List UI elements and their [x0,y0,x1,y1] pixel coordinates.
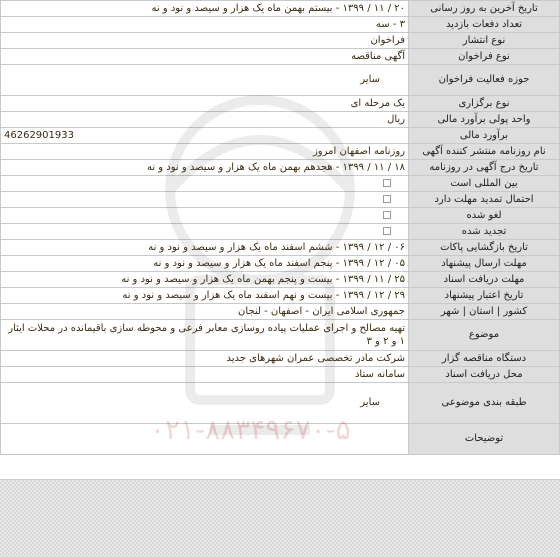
value-cancelled [1,208,409,224]
row-activity [1,65,560,96]
row-method [1,96,560,112]
value-docs-place: سامانه ستاد [1,367,409,383]
value-activity: سایر [1,65,409,96]
estimate-number: 46262901933 [4,129,74,141]
label-method: نوع برگزاری [409,96,560,112]
row-send-deadline [1,256,560,272]
value-opening: ۰۶ / ۱۲ / ۱۳۹۹ - ششم اسفند ماه یک هزار و سیصد و نود و نه [1,240,409,256]
value-visits: ۳ - سه [1,17,409,33]
row-visits [1,17,560,33]
row-currency [1,112,560,128]
value-renewed [1,224,409,240]
label-estimate: برآورد مالی [409,128,560,144]
row-international [1,176,560,192]
value-call-type: آگهی مناقصه [1,49,409,65]
label-notes: توضیحات [409,424,560,455]
label-activity: حوزه فعالیت فراخوان [409,65,560,96]
label-call-type: نوع فراخوان [409,49,560,65]
label-category: طبقه بندی موضوعی [409,383,560,424]
label-news-date: تاریخ درج آگهی در روزنامه [409,160,560,176]
value-send-deadline: ۰۵ / ۱۲ / ۱۳۹۹ - پنجم اسفند ماه یک هزار و سیصد و نود و نه [1,256,409,272]
row-newspaper [1,144,560,160]
value-method: یک مرحله ای [1,96,409,112]
value-location: جمهوری اسلامی ایران - اصفهان - لنجان [1,304,409,320]
row-news-date [1,160,560,176]
row-location [1,304,560,320]
label-cancelled: لغو شده [409,208,560,224]
value-last-update: ۲۰ / ۱۱ / ۱۳۹۹ - بیستم بهمن ماه یک هزار و سیصد و نود و نه [1,1,409,17]
row-estimate [1,128,560,144]
row-cancelled [1,208,560,224]
row-last-update [1,1,560,17]
label-location: کشور | استان | شهر [409,304,560,320]
extension-checkbox [383,195,391,203]
label-receive-deadline: مهلت دریافت اسناد [409,272,560,288]
label-opening: تاریخ بازگشایی پاکات [409,240,560,256]
row-opening [1,240,560,256]
value-estimate [1,128,409,144]
label-visits: تعداد دفعات بازدید [409,17,560,33]
footer-pattern [0,480,560,557]
label-extension: احتمال تمدید مهلت دارد [409,192,560,208]
value-newspaper: روزنامه اصفهان امروز [1,144,409,160]
row-organizer [1,351,560,367]
row-receive-deadline [1,272,560,288]
row-call-type [1,49,560,65]
label-newspaper: نام روزنامه منتشر کننده آگهی [409,144,560,160]
label-validity: تاریخ اعتبار پیشنهاد [409,288,560,304]
label-last-update: تاریخ آخرین به روز رسانی [409,1,560,17]
cancelled-checkbox [383,211,391,219]
international-checkbox [383,179,391,187]
row-validity [1,288,560,304]
value-publish-type: فراخوان [1,33,409,49]
value-currency: ریال [1,112,409,128]
label-currency: واحد پولی برآورد مالی [409,112,560,128]
watermark-phone: ۰۲۱-۸۸۳۴۹۶۷۰-۵ [150,413,351,446]
row-extension [1,192,560,208]
label-docs-place: محل دریافت اسناد [409,367,560,383]
value-category: سایر [1,383,409,424]
value-news-date: ۱۸ / ۱۱ / ۱۳۹۹ - هجدهم بهمن ماه یک هزار و سیصد و نود و نه [1,160,409,176]
label-renewed: تجدید شده [409,224,560,240]
label-send-deadline: مهلت ارسال پیشنهاد [409,256,560,272]
label-international: بین المللی است [409,176,560,192]
renewed-checkbox [383,227,391,235]
label-organizer: دستگاه مناقصه گزار [409,351,560,367]
value-extension [1,192,409,208]
value-international [1,176,409,192]
value-receive-deadline: ۲۵ / ۱۱ / ۱۳۹۹ - بیست و پنجم بهمن ماه یک هزار و سیصد و نود و نه [1,272,409,288]
value-organizer: شرکت مادر تخصصی عمران شهرهای جدید [1,351,409,367]
value-validity: ۲۹ / ۱۲ / ۱۳۹۹ - بیست و نهم اسفند ماه یک هزار و سیصد و نود و نه [1,288,409,304]
row-publish-type [1,33,560,49]
row-subject [1,320,560,351]
label-subject: موضوع [409,320,560,351]
label-publish-type: نوع انتشار [409,33,560,49]
row-renewed [1,224,560,240]
row-docs-place [1,367,560,383]
value-subject: تهیه مصالح و اجرای عملیات پیاده روسازی معابر فرعی و محوطه سازی باقیمانده در محلات ایثار ۱ و ۲ و ۳ [1,320,409,351]
